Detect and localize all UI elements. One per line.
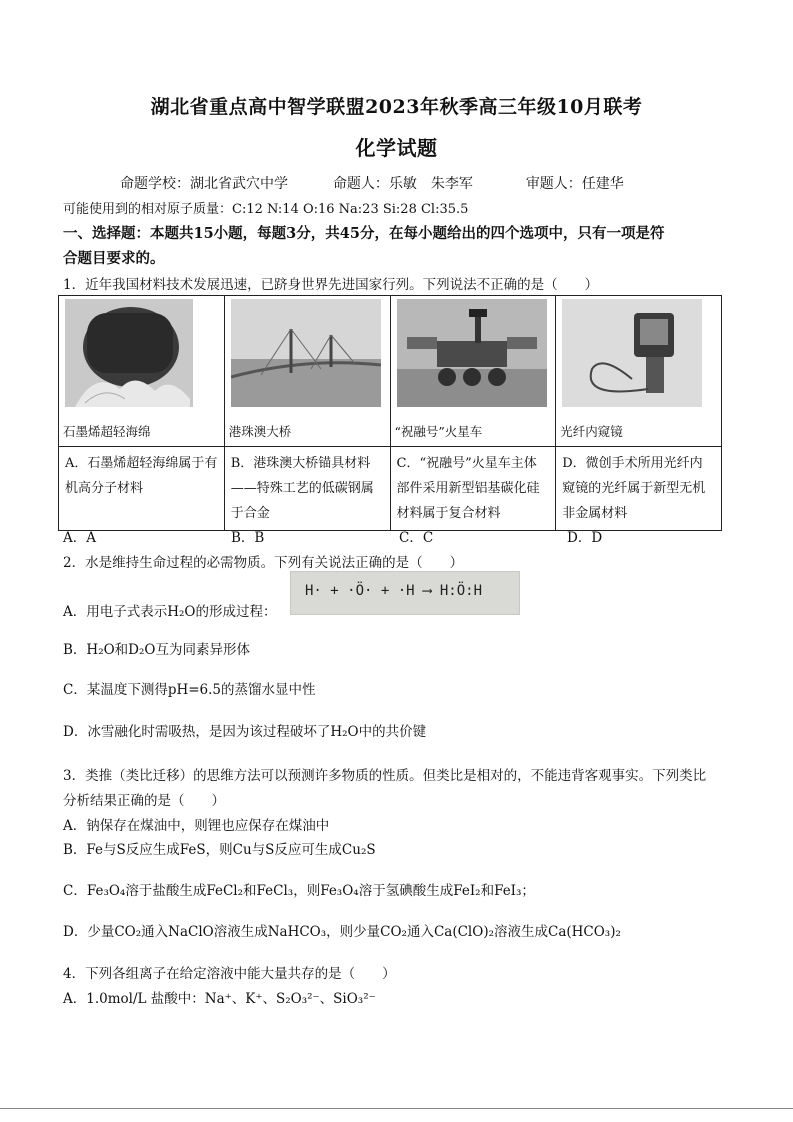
q1-desc-a: A．石墨烯超轻海绵属于有机高分子材料 <box>59 447 225 531</box>
atomic-mass-line: 可能使用到的相对原子质量：C:12 N:14 O:16 Na:23 Si:28 Cl:35.5 <box>63 202 469 217</box>
q2-option-c[interactable]: C．某温度下测得pH=6.5的蒸馏水显中性 <box>63 682 316 698</box>
q1-image-cell-d <box>556 296 722 447</box>
school-credit: 命题学校：湖北省武穴中学 <box>120 176 288 192</box>
exam-title: 湖北省重点高中智学联盟2023年秋季高三年级10月联考 <box>150 96 643 118</box>
q1-caption-a: 石墨烯超轻海绵 <box>63 424 151 439</box>
q1-caption-b: 港珠澳大桥 <box>228 424 292 439</box>
q2-option-d[interactable]: D．冰雪融化时需吸热，是因为该过程破坏了H₂O中的共价键 <box>63 724 427 740</box>
q1-option-a[interactable]: A．A <box>63 530 96 546</box>
q1-image-cell-c <box>390 296 556 447</box>
q1-option-d[interactable]: D．D <box>567 530 603 546</box>
q3-stem-line1: 3．类推（类比迁移）的思维方法可以预测许多物质的性质。但类比是相对的，不能违背客观事实。下列类比 <box>63 768 707 784</box>
q3-option-d[interactable]: D．少量CO₂通入NaClO溶液生成NaHCO₃，则少量CO₂通入Ca(ClO)₂溶液生成Ca(HCO₃)₂ <box>63 924 621 940</box>
q2-stem: 2．水是维持生命过程的必需物质。下列有关说法正确的是（ ） <box>63 555 464 571</box>
graphene-sponge-image <box>65 299 193 407</box>
section-heading-line2: 合题目要求的。 <box>63 250 165 267</box>
q1-image-cell-b <box>224 296 390 447</box>
q1-desc-d: D．微创手术所用光纤内窥镜的光纤属于新型无机非金属材料 <box>556 447 722 531</box>
exam-subtitle: 化学试题 <box>355 136 438 160</box>
mars-rover-image <box>397 299 547 407</box>
endoscope-image <box>562 299 702 407</box>
bridge-image <box>231 299 381 407</box>
credits-line <box>120 173 624 193</box>
electron-formula-text: H· + ·Ö· + ·H ⟶ H:Ö:H <box>305 583 483 599</box>
page-bottom-rule <box>0 1108 793 1109</box>
q3-option-a[interactable]: A．钠保存在煤油中，则锂也应保存在煤油中 <box>63 818 330 834</box>
q1-caption-d: 光纤内窥镜 <box>560 424 623 439</box>
q4-stem: 4．下列各组离子在给定溶液中能大量共存的是（ ） <box>63 966 396 982</box>
q1-caption-c: “祝融号”火星车 <box>394 424 483 439</box>
q2-option-a[interactable]: A．用电子式表示H₂O的形成过程： <box>63 604 277 620</box>
electron-formula-image <box>290 571 520 615</box>
q1-stem: 1．近年我国材料技术发展迅速，已跻身世界先进国家行列。下列说法不正确的是（ ） <box>63 277 599 293</box>
section-heading-line1: 一、选择题：本题共15小题，每题3分，共45分，在每小题给出的四个选项中，只有一项是符 <box>63 225 665 242</box>
q2-option-b[interactable]: B．H₂O和D₂O互为同素异形体 <box>63 642 250 658</box>
q1-desc-b: B．港珠澳大桥锚具材料——特殊工艺的低碳钢属于合金 <box>224 447 390 531</box>
q1-table <box>58 295 722 531</box>
authors-credit: 命题人：乐敏 朱李军 <box>332 176 473 192</box>
q1-option-c[interactable]: C．C <box>399 530 434 546</box>
q1-desc-c: C．“祝融号”火星车主体部件采用新型铝基碳化硅材料属于复合材料 <box>390 447 556 531</box>
q3-option-b[interactable]: B．Fe与S反应生成FeS，则Cu与S反应可生成Cu₂S <box>63 842 376 858</box>
q1-option-b[interactable]: B．B <box>231 530 265 546</box>
reviewer-credit: 审题人：任建华 <box>525 176 624 192</box>
q3-stem-line2: 分析结果正确的是（ ） <box>63 793 225 809</box>
q3-option-c[interactable]: C．Fe₃O₄溶于盐酸生成FeCl₂和FeCl₃，则Fe₃O₄溶于氢碘酸生成FeI₂和FeI₃； <box>63 883 535 899</box>
q1-image-cell-a <box>59 296 225 447</box>
q4-option-a[interactable]: A．1.0mol/L 盐酸中：Na⁺、K⁺、S₂O₃²⁻、SiO₃²⁻ <box>63 991 376 1007</box>
